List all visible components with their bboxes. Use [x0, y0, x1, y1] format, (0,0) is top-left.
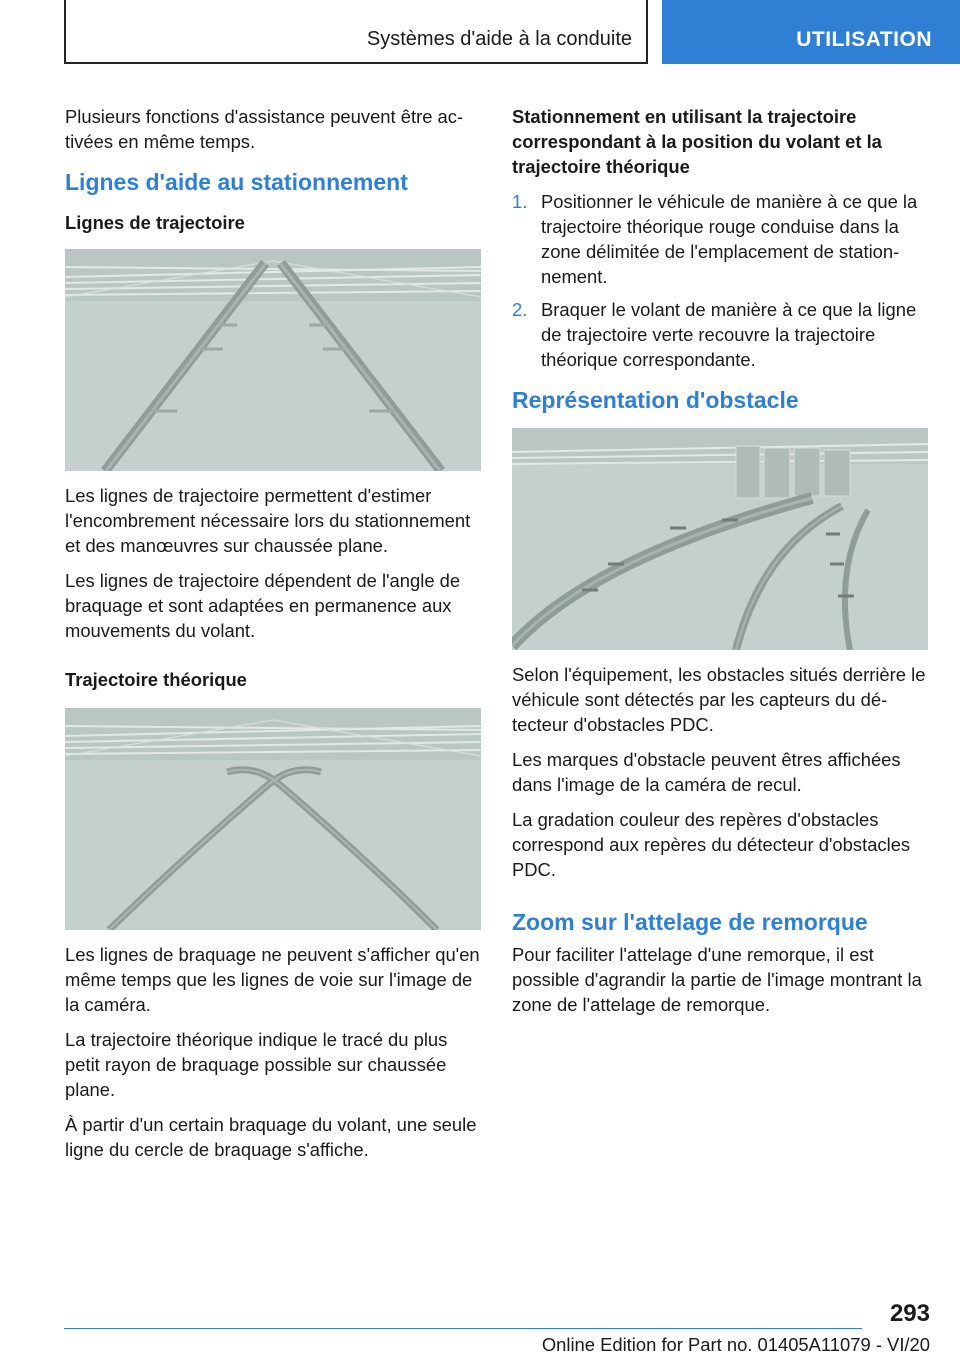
theoretical-paragraph-3: À partir d'un certain braquage du volant, une seule ligne du cercle de braquage s'affiche.	[65, 1114, 477, 1160]
subheading-theoretical-trajectory: Trajectoire théorique	[65, 669, 247, 690]
trajectory-paragraph-1: Les lignes de trajectoire permettent d'estimer l'encombrement nécessaire lors du stationnement et des manœuvres sur chaussée plane.	[65, 485, 471, 556]
theoretical-paragraph-2: La trajectoire théorique indique le tracé du plus petit rayon de braquage possible sur chaussée plane.	[65, 1029, 448, 1100]
header-section-box	[64, 0, 648, 64]
list-item	[512, 297, 928, 372]
obstacle-paragraph-1: Selon l'équipement, les obstacles situés derrière le véhicule sont détectés par les capteurs du détecteur d'obstacles PDC.	[512, 664, 926, 735]
header-chapter-tab[interactable]	[662, 0, 960, 64]
header-section-title: Systèmes d'aide à la conduite	[366, 28, 632, 50]
parking-steps-list	[512, 189, 928, 372]
obstacle-display-figure	[512, 428, 928, 650]
subheading-trajectory-lines: Lignes de trajectoire	[65, 212, 245, 233]
obstacle-paragraph-3: La gradation couleur des repères d'obstacles correspond aux repères du détecteur d'obstacles PDC.	[512, 809, 911, 880]
step-text: Braquer le volant de manière à ce que la ligne de trajectoire verte recouvre la trajectoire théorique correspondante.	[541, 299, 917, 370]
left-column	[65, 104, 481, 1172]
trajectory-paragraph-2: Les lignes de trajectoire dépendent de l'angle de braquage et sont adaptées en permanence aux mouvements du volant.	[65, 570, 461, 641]
trailer-paragraph: Pour faciliter l'attelage d'une remorque, il est possible d'agrandir la partie de l'image montrant la zone de l'attelage de remorque.	[512, 944, 922, 1015]
subheading-parking-steering: Stationnement en utilisant la trajectoire correspondant à la position du volant et la trajectoire théorique	[512, 106, 882, 177]
footer-divider	[64, 1328, 862, 1329]
list-item	[512, 189, 928, 289]
obstacle-paragraph-2: Les marques d'obstacle peuvent êtres affichées dans l'image de la caméra de recul.	[512, 749, 901, 795]
heading-parking-lines: Lignes d'aide au stationnement	[65, 169, 408, 195]
step-text: Positionner le véhicule de manière à ce que la trajectoire théorique rouge conduise dans la zone délimitée de l'emplacement de stationnement.	[541, 191, 918, 287]
right-column	[512, 104, 928, 1027]
step-number: 2.	[512, 299, 528, 320]
heading-obstacles: Représentation d'obstacle	[512, 387, 799, 413]
theoretical-trajectory-figure	[65, 708, 481, 930]
intro-paragraph: Plusieurs fonctions d'assistance peuvent être activées en même temps.	[65, 106, 464, 152]
footer-edition: Online Edition for Part no. 01405A11079 - VI/20	[541, 1334, 930, 1355]
page-number: 293	[889, 1300, 930, 1327]
header-chapter-title: UTILISATION	[796, 28, 932, 51]
theoretical-paragraph-1: Les lignes de braquage ne peuvent s'afficher qu'en même temps que les lignes de voie sur l'image de la caméra.	[65, 944, 480, 1015]
step-number: 1.	[512, 191, 528, 212]
trajectory-lines-figure	[65, 249, 481, 471]
heading-trailer-zoom: Zoom sur l'attelage de remorque	[512, 909, 868, 935]
